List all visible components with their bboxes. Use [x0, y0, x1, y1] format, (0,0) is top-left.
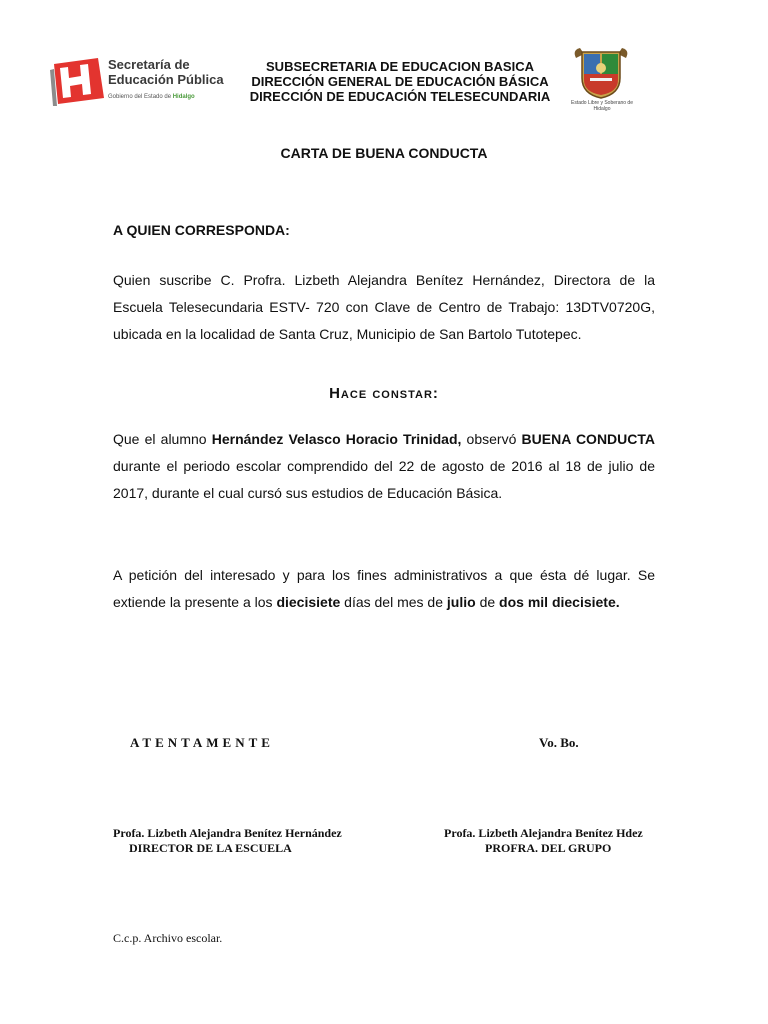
issue-month: julio [446, 594, 476, 610]
header-line-3: DIRECCIÓN DE EDUCACIÓN TELESECUNDARIA [249, 89, 551, 104]
issue-text-3: de [475, 594, 500, 610]
logo-title-line2: Educación Pública [108, 72, 224, 87]
issue-text-1: A petición del interesado y para los fines administrativos a que ésta dé lugar. Se extiende la presente a los [113, 567, 655, 610]
signature-teacher-role: PROFRA. DEL GRUPO [485, 841, 612, 855]
closing-atentamente: ATENTAMENTE [130, 735, 274, 750]
logo-subtitle [108, 93, 195, 101]
issue-day: diecisiete [276, 594, 341, 610]
document-title: CARTA DE BUENA CONDUCTA [280, 145, 488, 161]
issue-text-2: días del mes de [340, 594, 447, 610]
intro-paragraph: Quien suscribe C. Profra. Lizbeth Alejandra Benítez Hernández, Directora de la Escuela Telesecundaria ESTV- 720 con Clave de Centro de Trabajo: 13DTV0720G, ubicada en la localidad de Santa Cruz, Municipio de San Bartolo Tutotepec. [113, 272, 655, 342]
header-line-1: SUBSECRETARIA DE EDUCACION BASICA [266, 59, 534, 74]
closing-vobo: Vo. Bo. [539, 735, 579, 750]
logo-title-line1: Secretaría de [108, 57, 190, 72]
sep-logo-icon [48, 56, 108, 108]
issue-year: dos mil diecisiete. [499, 594, 620, 610]
certify-heading: Hace constar: [329, 385, 439, 402]
conduct-text-3: durante el periodo escolar comprendido del 22 de agosto de 2016 al 18 de julio de 2017, durante el cual cursó sus estudios de Educación Básica. [113, 458, 655, 501]
conduct-rating: BUENA CONDUCTA [521, 431, 656, 447]
logo-subtitle-state: Hidalgo [172, 94, 195, 100]
issue-paragraph [113, 562, 655, 616]
copy-note: C.c.p. Archivo escolar. [113, 931, 223, 945]
signature-director-role: DIRECTOR DE LA ESCUELA [129, 841, 292, 855]
signature-director-name: Profa. Lizbeth Alejandra Benítez Hernández [113, 826, 342, 840]
seal-caption: Estado Libre y Soberano de Hidalgo [571, 100, 633, 112]
greeting: A QUIEN CORRESPONDA: [113, 222, 290, 238]
header-line-2: DIRECCIÓN GENERAL DE EDUCACIÓN BÁSICA [251, 74, 549, 89]
state-seal-icon [570, 44, 632, 102]
conduct-paragraph [113, 426, 655, 507]
student-name: Hernández Velasco Horacio Trinidad, [211, 431, 462, 447]
signature-teacher-name: Profa. Lizbeth Alejandra Benítez Hdez [444, 826, 643, 840]
logo-subtitle-prefix: Gobierno del Estado de [108, 94, 172, 100]
conduct-text-1: Que el alumno [113, 431, 212, 447]
conduct-text-2: observó [461, 431, 522, 447]
